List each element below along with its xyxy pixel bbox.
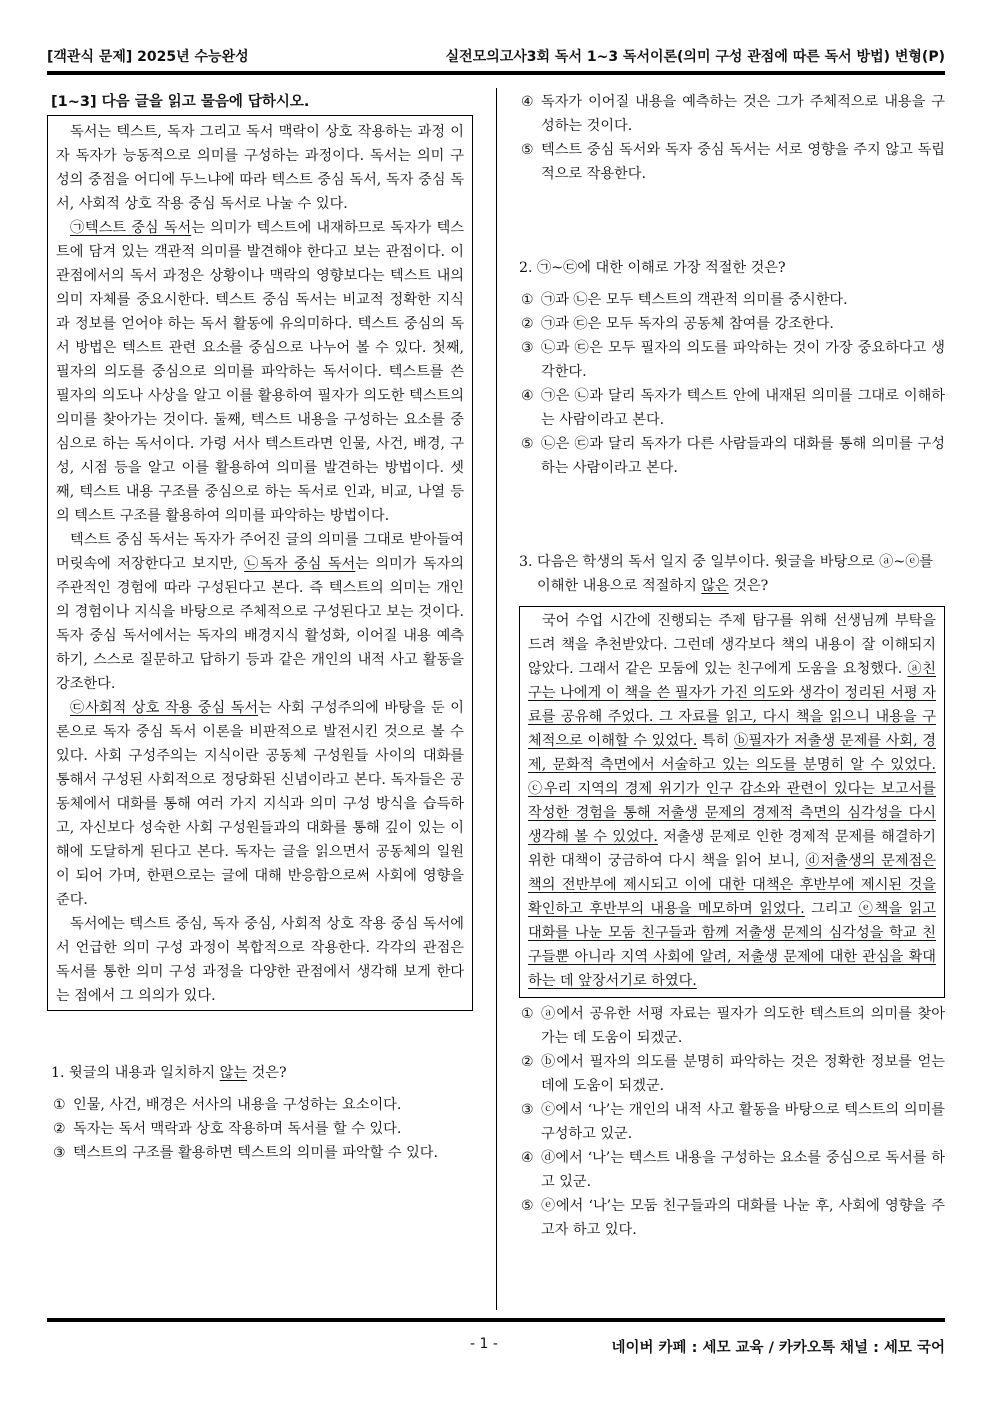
q1-option-2[interactable]: ② 독자는 독서 맥락과 상호 작용하며 독서를 할 수 있다.: [53, 1121, 402, 1137]
question-1-options-continued: [515, 90, 945, 186]
page-header: [47, 40, 945, 70]
question-3-stem: 3. 다음은 학생의 독서 일지 중 일부이다. 윗글을 바탕으로 ⓐ~ⓔ를 이해한 내용으로 적절하지 않은 것은?: [519, 554, 934, 594]
q3-option-4[interactable]: ④ ⓓ에서 ‘나’는 텍스트 내용을 구성하는 요소를 중심으로 독서를 하고 있군.: [521, 1150, 945, 1190]
journal-a: ⓐ친구는 나에게 이 책을 쓴 필자가 가진 의도와 생각이 정리된 서평 자료를 공유해 주었다. 그 자료를 읽고, 다시 책을 읽으니 내용을 구체적으로 이해할 수 있었다.: [528, 661, 936, 749]
column-divider: [496, 88, 497, 1310]
q1-option-3[interactable]: ③ 텍스트의 구조를 활용하면 텍스트의 의미를 파악할 수 있다.: [53, 1145, 439, 1161]
header-source: [객관식 문제] 2025년 수능완성: [47, 49, 249, 65]
reading-journal-text: 국어 수업 시간에 진행되는 주제 탐구를 위해 선생님께 부탁을 드려 책을 추천받았다. 그런데 생각보다 책의 내용이 잘 이해되지 않았다. 그래서 같은 모둠에 있는 친구에게 도움을 요청했다. ⓐ친구는 나에게 이 책을 쓴 필자가 가진 의도와 생각이 정리된 서평 자료를 공유해 주었다. 그 자료를 읽고, 다시 책을 읽으니 내용을 구체적으로 이해할 수 있었다. 특히 ⓑ필자가 저출생 문제를 사회, 경제, 문화적 측면에서 서술하고 있는 의도를 분명히 알 수 있었다. ⓒ우리 지역의 경제 위기가 인구 감소와 관련이 있다는 보고서를 작성한 경험을 통해 저출생 문제의 경제적 측면의 심각성을 다시 생각해 볼 수 있었다. 저출생 문제로 인한 경제적 문제를 해결하기 위한 대책이 궁금하여 다시 책을 읽어 보니, ⓓ저출생의 문제점은 책의 전반부에 제시되고 이에 대한 대책은 후반부에 제시된 것을 확인하고 후반부의 내용을 메모하며 읽었다. 그리고 ⓔ책을 읽고 대화를 나눈 모둠 친구들과 함께 저출생 문제의 심각성을 학교 친구들뿐 아니라 지역 사회에 알려, 저출생 문제에 대한 관심을 확대하는 데 앞장서기로 하였다.: [528, 613, 936, 989]
term-social-interaction: ㉢사회적 상호 작용 중심 독서: [70, 700, 259, 716]
q3-option-1[interactable]: ① ⓐ에서 공유한 서평 자료는 필자가 의도한 텍스트의 의미를 찾아가는 데 도움이 되겠군.: [521, 1006, 945, 1046]
q1-option-1[interactable]: ① 인물, 사건, 배경은 서사의 내용을 구성하는 요소이다.: [53, 1097, 402, 1113]
q2-option-5[interactable]: ⑤ ㉡은 ㉢과 달리 독자가 다른 사람들과의 대화를 통해 의미를 구성하는 사람이라고 본다.: [521, 436, 945, 476]
q3-option-5[interactable]: ⑤ ⓔ에서 ‘나’는 모둠 친구들과의 대화를 나눈 후, 사회에 영향을 주고자 하고 있다.: [521, 1198, 945, 1238]
reading-passage: [47, 115, 473, 1011]
q1-option-5[interactable]: ⑤ 텍스트 중심 독서와 독자 중심 독서는 서로 영향을 주지 않고 독립적으로 작용한다.: [521, 142, 945, 182]
passage-paragraph-4: ㉢사회적 상호 작용 중심 독서는 사회 구성주의에 바탕을 둔 이론으로 독자 중심 독서 이론을 비판적으로 발전시킨 것으로 볼 수 있다. 사회 구성주의는 지식이란 공동체 구성원들 사이의 대화를 통해서 구성된 사회적으로 정당화된 신념이라고 본다. 독자들은 공동체에서 대화를 통해 여러 가지 지식과 의미 구성 방식을 습득하고, 자신보다 성숙한 사회 구성원들과의 대화를 통해 깊이 있는 이해에 도달하게 된다고 본다. 독자는 글을 읽으면서 공동체의 일원이 되어 가며, 한편으로는 글에 대해 반응함으로써 사회에 영향을 준다.: [56, 700, 465, 908]
q2-option-4[interactable]: ④ ㉠은 ㉡과 달리 독자가 텍스트 안에 내재된 의미를 그대로 이해하는 사람이라고 본다.: [521, 388, 945, 428]
question-3-options: [515, 1002, 945, 1242]
question-2-options: [515, 288, 945, 480]
q2-option-2[interactable]: ② ㉠과 ㉢은 모두 독자의 공동체 참여를 강조한다.: [521, 316, 834, 332]
question-3: [515, 550, 945, 1242]
q2-option-1[interactable]: ① ㉠과 ㉡은 모두 텍스트의 객관적 의미를 중시한다.: [521, 292, 848, 308]
right-column: [515, 90, 945, 1242]
left-column: [47, 90, 473, 1165]
footer-rule: [47, 1318, 945, 1322]
q1-option-4[interactable]: ④ 독자가 이어질 내용을 예측하는 것은 그가 주체적으로 내용을 구성하는 것이다.: [521, 94, 945, 134]
header-rule: [47, 71, 945, 75]
term-reader-centered: ㉡독자 중심 독서: [244, 556, 356, 572]
journal-d: ⓓ저출생의 문제점은 책의 전반부에 제시되고 이에 대한 대책은 후반부에 제시된 것을 확인하고 후반부의 내용을 메모하며 읽었다.: [528, 853, 936, 917]
footer-credit: 네이버 카페 : 세모 교육 / 카카오톡 채널 : 세모 국어: [611, 1340, 945, 1356]
journal-c: ⓒ우리 지역의 경제 위기가 인구 감소와 관련이 있다는 보고서를 작성한 경험을 통해 저출생 문제의 경제적 측면의 심각성을 다시 생각해 볼 수 있었다.: [528, 781, 936, 845]
question-1-stem: 1. 윗글의 내용과 일치하지 않는 것은?: [51, 1065, 287, 1081]
header-exam-title: 실전모의고사3회 독서 1~3 독서이론(의미 구성 관점에 따른 독서 방법) 변형(P): [445, 49, 945, 65]
passage-paragraph-2: ㉠텍스트 중심 독서는 의미가 텍스트에 내재하므로 독자가 텍스트에 담겨 있는 객관적 의미를 발견해야 한다고 보는 관점이다. 이 관점에서의 독서 과정은 상황이나 맥락의 영향보다는 텍스트 내의 의미 자체를 중요시한다. 텍스트 중심 독서는 비교적 정확한 지식과 정보를 얻어야 하는 독서 활동에 유의미하다. 텍스트 중심의 독서 방법은 텍스트 관련 요소를 중심으로 나누어 볼 수 있다. 첫째, 필자의 의도를 중심으로 의미를 파악하는 독서이다. 텍스트를 쓴 필자의 의도나 사상을 알고 이를 활용하여 필자가 의도한 텍스트의 의미를 찾아가는 것이다. 둘째, 텍스트 내용을 구성하는 요소를 중심으로 하는 독서이다. 가령 서사 텍스트라면 인물, 사건, 배경, 구성, 시점 등을 알고 이를 활용하여 의미를 발견하는 방법이다. 셋째, 텍스트 내용 구조를 중심으로 하는 독서로 인과, 비교, 나열 등의 텍스트 구조를 활용하여 의미를 파악하는 방법이다.: [56, 220, 464, 524]
journal-b: ⓑ필자가 저출생 문제를 사회, 경제, 문화적 측면에서 서술하고 있는 의도를 분명히 알 수 있었다.: [528, 733, 936, 773]
passage-paragraph-5: 독서에는 텍스트 중심, 독자 중심, 사회적 상호 작용 중심 독서에서 언급한 의미 구성 과정이 복합적으로 작용한다. 각각의 관점은 독서를 통한 의미 구성 과정을 다양한 관점에서 생각해 보게 한다는 점에서 그 의의가 있다.: [56, 916, 464, 1004]
q2-option-3[interactable]: ③ ㉡과 ㉢은 모두 필자의 의도를 파악하는 것이 가장 중요하다고 생각한다.: [521, 340, 945, 380]
passage-paragraph-1: 독서는 텍스트, 독자 그리고 독서 맥락이 상호 작용하는 과정 이자 독자가 능동적으로 의미를 구성하는 과정이다. 독서는 의미 구성의 중점을 어디에 두느냐에 따라 텍스트 중심 독서, 독자 중심 독서, 사회적 상호 작용 중심 독서로 나눌 수 있다.: [56, 124, 464, 212]
question-2: [515, 256, 945, 480]
question-2-stem: 2. ㉠~㉢에 대한 이해로 가장 적절한 것은?: [519, 260, 786, 276]
term-text-centered: ㉠텍스트 중심 독서: [70, 220, 192, 236]
question-1: [47, 1061, 473, 1165]
page-number: - 1 -: [470, 1336, 498, 1352]
q3-option-2[interactable]: ② ⓑ에서 필자의 의도를 분명히 파악하는 것은 정확한 정보를 얻는 데에 도움이 되겠군.: [521, 1054, 945, 1094]
passage-paragraph-3: 텍스트 중심 독서는 독자가 주어진 글의 의미를 그대로 받아들여 머릿속에 저장한다고 보지만, ㉡독자 중심 독서는 의미가 독자의 주관적인 경험에 따라 구성된다고 본다. 즉 텍스트의 의미는 개인의 경험이나 지식을 바탕으로 주체적으로 구성된다고 보는 것이다. 독자 중심 독서에서는 독자의 배경지식 활성화, 이어질 내용 예측하기, 스스로 질문하고 답하기 등과 같은 개인의 내적 사고 활동을 강조한다.: [56, 532, 464, 692]
q3-option-3[interactable]: ③ ⓒ에서 ‘나’는 개인의 내적 사고 활동을 바탕으로 텍스트의 의미를 구성하고 있군.: [521, 1102, 945, 1142]
journal-e: ⓔ책을 읽고 대화를 나눈 모둠 친구들과 함께 저출생 문제의 심각성을 학교 친구들뿐 아니라 지역 사회에 알려, 저출생 문제에 대한 관심을 확대하는 데 앞장서기로 하였다.: [528, 901, 936, 989]
question-1-options: [47, 1093, 473, 1165]
question-set-title: [1~3] 다음 글을 읽고 물음에 답하시오.: [51, 94, 310, 110]
reading-journal-box: [519, 606, 945, 998]
